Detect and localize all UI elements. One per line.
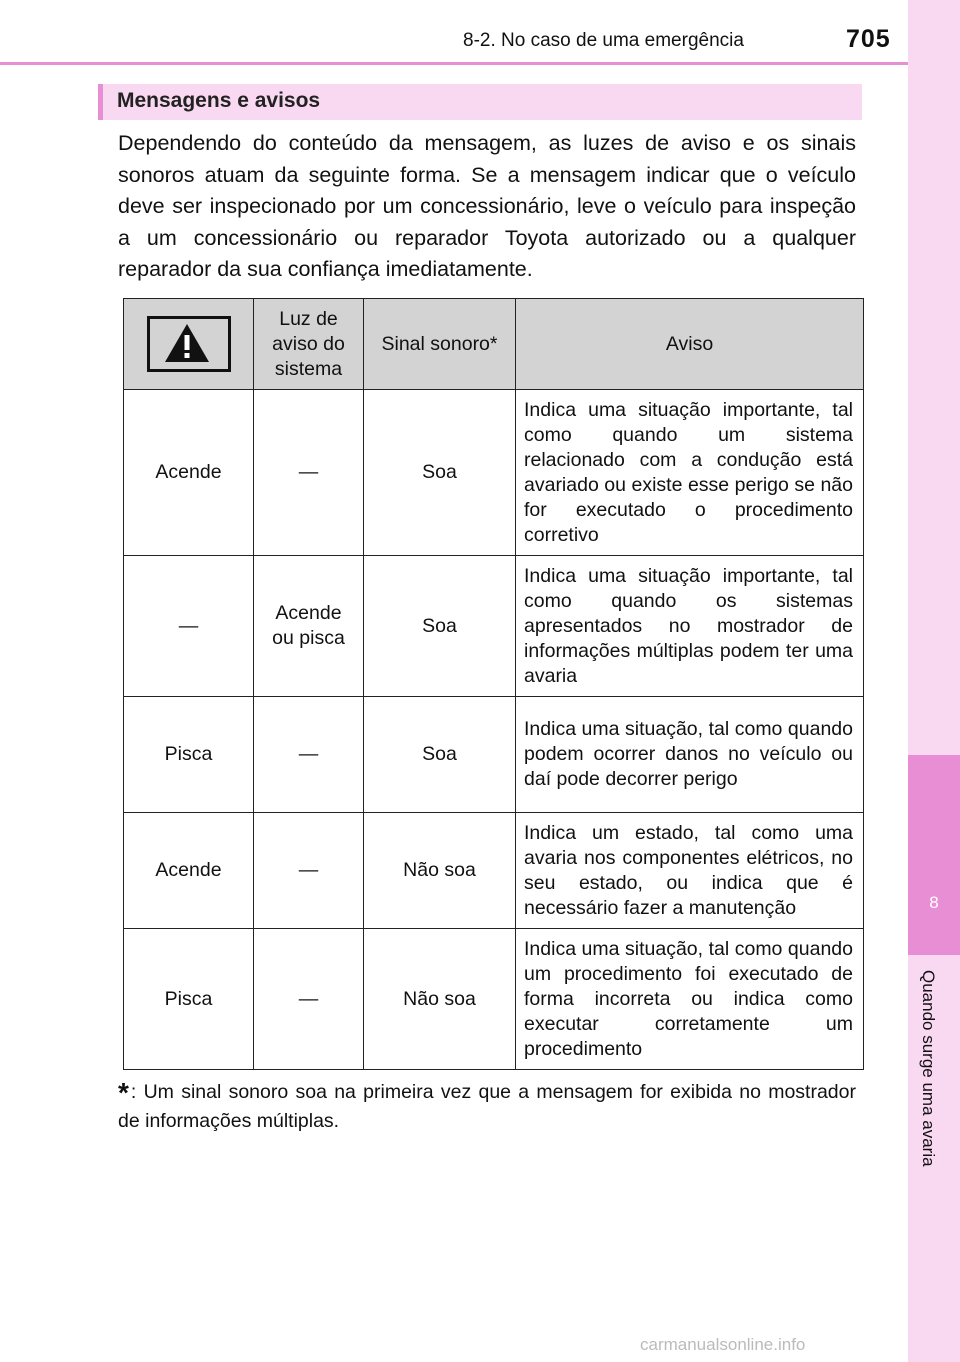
chapter-number: 8	[929, 893, 939, 912]
cell-indicator: Pisca	[124, 697, 254, 813]
page-number: 705	[846, 25, 891, 53]
cell-warning-text: Indica uma situação, tal como quando podem ocorrer danos no veículo ou daí pode decorrer perigo	[516, 697, 864, 813]
footnote-text: : Um sinal sonoro soa na primeira vez que a mensagem for exibida no mostrador de informações múltiplas.	[118, 1081, 856, 1132]
header-buzzer: Sinal sonoro*	[364, 299, 516, 390]
cell-warning-text: Indica um estado, tal como uma avaria nos componentes elétricos, no seu estado, ou indica que é necessário fazer a manutenção	[516, 813, 864, 929]
table-row	[124, 929, 864, 1070]
header-warning: Aviso	[516, 299, 864, 390]
cell-warning-text: Indica uma situação importante, tal como quando os sistemas apresentados no mostrador de informações múltiplas podem ter uma avaria	[516, 556, 864, 697]
section-heading	[98, 84, 862, 120]
warning-triangle-icon	[147, 316, 231, 372]
cell-warning-text: Indica uma situação importante, tal como quando um sistema relacionado com a condução está avariado ou existe esse perigo se não for executado o procedimento corretivo	[516, 390, 864, 556]
watermark: carmanualsonline.info	[640, 1335, 806, 1354]
table-row	[124, 556, 864, 697]
cell-indicator: —	[124, 556, 254, 697]
cell-indicator: Acende	[124, 813, 254, 929]
cell-buzzer: Não soa	[364, 929, 516, 1070]
header-section-title: 8-2. No caso de uma emergência	[463, 30, 744, 51]
table-row	[124, 697, 864, 813]
table-header-row	[124, 299, 864, 390]
chapter-title: Quando surge uma avaria	[919, 970, 938, 1167]
intro-paragraph: Dependendo do conteúdo da mensagem, as luzes de aviso e os sinais sonoros atuam da seguinte forma. Se a mensagem indicar que o veículo deve ser inspecionado por um concessionário, leve o veículo para inspeção a um concessionário ou reparador Toyota autorizado ou a qualquer reparador da sua confiança imediatamente.	[118, 131, 856, 281]
chapter-number-block	[908, 755, 960, 955]
cell-buzzer: Não soa	[364, 813, 516, 929]
header-icon-cell	[124, 299, 254, 390]
cell-indicator: Acende	[124, 390, 254, 556]
cell-system-light: —	[254, 813, 364, 929]
cell-indicator: Pisca	[124, 929, 254, 1070]
section-heading-text: Mensagens e avisos	[117, 89, 321, 112]
messages-table	[123, 298, 864, 1070]
header-divider	[0, 62, 908, 65]
cell-system-light: —	[254, 929, 364, 1070]
cell-buzzer: Soa	[364, 556, 516, 697]
cell-system-light: Acende ou pisca	[254, 556, 364, 697]
footnote	[118, 1078, 856, 1135]
table-row	[124, 813, 864, 929]
header-system-light: Luz de aviso do sistema	[254, 299, 364, 390]
cell-system-light: —	[254, 390, 364, 556]
cell-warning-text: Indica uma situação, tal como quando um procedimento foi executado de forma incorreta ou indica como executar corretamente um procedimento	[516, 929, 864, 1070]
cell-system-light: —	[254, 697, 364, 813]
table-row	[124, 390, 864, 556]
cell-buzzer: Soa	[364, 390, 516, 556]
footnote-marker: *	[118, 1077, 129, 1108]
cell-buzzer: Soa	[364, 697, 516, 813]
